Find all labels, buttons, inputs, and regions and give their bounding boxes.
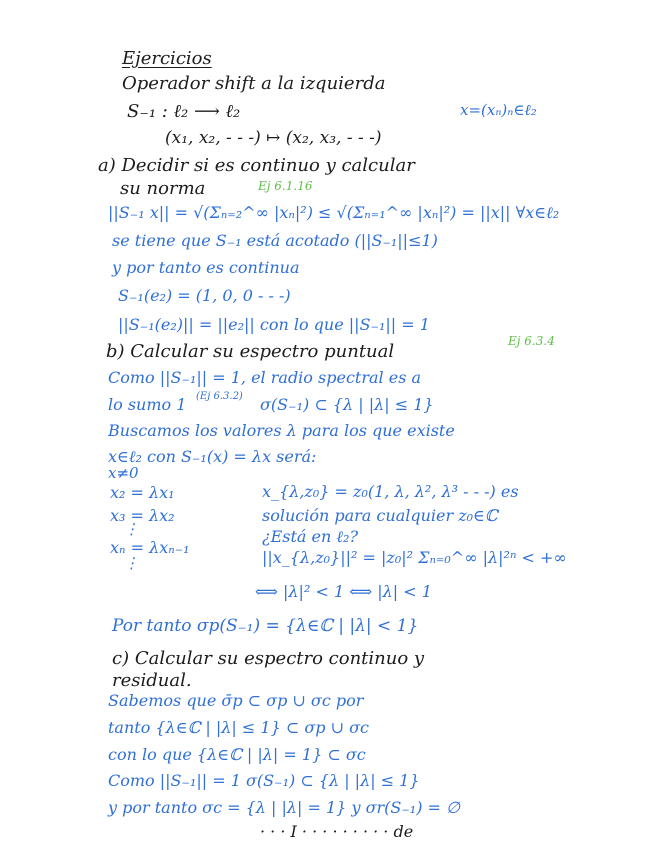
part-b-ref: Ej 6.3.4: [508, 334, 555, 348]
intro-line-1: Operador shift a la izquierda: [122, 73, 386, 94]
part-a-line-1: ||S₋₁ x|| = √(Σₙ₌₂^∞ |xₙ|²) ≤ √(Σₙ₌₁^∞ |xₙ|²) = ||x|| ∀x∈ℓ₂: [108, 203, 560, 222]
part-a-line-5: ||S₋₁(e₂)|| = ||e₂|| con lo que ||S₋₁|| = 1: [118, 315, 430, 334]
intro-line-3: (x₁, x₂, - - -) ↦ (x₂, x₃, - - -): [165, 128, 382, 148]
part-a-line-3: y por tanto es continua: [112, 258, 300, 277]
part-b-line-4: x∈ℓ₂ con S₋₁(x) = λx será:: [108, 447, 317, 466]
part-a-line-2: se tiene que S₋₁ está acotado (||S₋₁||≤1): [112, 231, 438, 250]
part-b-line-1: Como ||S₋₁|| = 1, el radio spectral es a: [108, 368, 422, 387]
solution-line-4: ||x_{λ,z₀}||² = |z₀|² Σₙ₌₀^∞ |λ|²ⁿ < +∞: [262, 548, 567, 567]
part-b-line-5: x≠0: [108, 464, 139, 482]
recurrence-5: ⋮: [124, 554, 139, 572]
part-c-line-2: tanto {λ∈ℂ | |λ| ≤ 1} ⊂ σp ∪ σc: [108, 718, 369, 737]
part-c-line-4: Como ||S₋₁|| = 1 σ(S₋₁) ⊂ {λ | |λ| ≤ 1}: [108, 771, 420, 790]
intro-note: x=(xₙ)ₙ∈ℓ₂: [460, 101, 537, 119]
recurrence-4: xₙ = λxₙ₋₁: [110, 538, 190, 557]
part-b-line-3: Buscamos los valores λ para los que existe: [108, 421, 455, 440]
part-c-question-2: residual.: [112, 670, 192, 691]
solution-line-1: x_{λ,z₀} = z₀(1, λ, λ², λ³ - - -) es: [262, 482, 519, 501]
recurrence-1: x₂ = λx₁: [110, 483, 175, 502]
part-b-question: b) Calcular su espectro puntual: [106, 341, 395, 362]
solution-line-5: ⟺ |λ|² < 1 ⟺ |λ| < 1: [255, 582, 432, 601]
part-b-line-2a: lo sumo 1: [108, 395, 187, 414]
part-b-line-2-ref: (Ej 6.3.2): [196, 391, 243, 402]
part-a-ref: Ej 6.1.16: [258, 179, 313, 193]
part-b-line-2b: σ(S₋₁) ⊂ {λ | |λ| ≤ 1}: [260, 395, 434, 414]
recurrence-3: ⋮: [124, 520, 139, 538]
part-a-line-4: S₋₁(e₂) = (1, 0, 0 - - -): [118, 286, 291, 305]
intro-line-2: S₋₁ : ℓ₂ ⟶ ℓ₂: [127, 101, 241, 122]
part-a-question-1: a) Decidir si es continuo y calcular: [98, 155, 415, 176]
solution-line-2: solución para cualquier z₀∈ℂ: [262, 506, 498, 525]
solution-line-3: ¿Está en ℓ₂?: [262, 527, 359, 546]
part-b-conclusion: Por tanto σp(S₋₁) = {λ∈ℂ | |λ| < 1}: [112, 616, 419, 636]
title: Ejercicios: [122, 48, 212, 69]
part-c-line-1: Sabemos que σ̄p ⊂ σp ∪ σc por: [108, 691, 364, 710]
part-c-line-5: y por tanto σc = {λ | |λ| = 1} y σr(S₋₁) = ∅: [108, 798, 460, 817]
part-a-question-2: su norma: [120, 178, 206, 199]
recurrence-2: x₃ = λx₂: [110, 506, 175, 525]
part-c-line-3: con lo que {λ∈ℂ | |λ| = 1} ⊂ σc: [108, 745, 366, 764]
part-c-question-1: c) Calcular su espectro continuo y: [112, 648, 425, 669]
part-c-cutoff-line: · · · I · · · · · · · · · de: [260, 822, 414, 841]
